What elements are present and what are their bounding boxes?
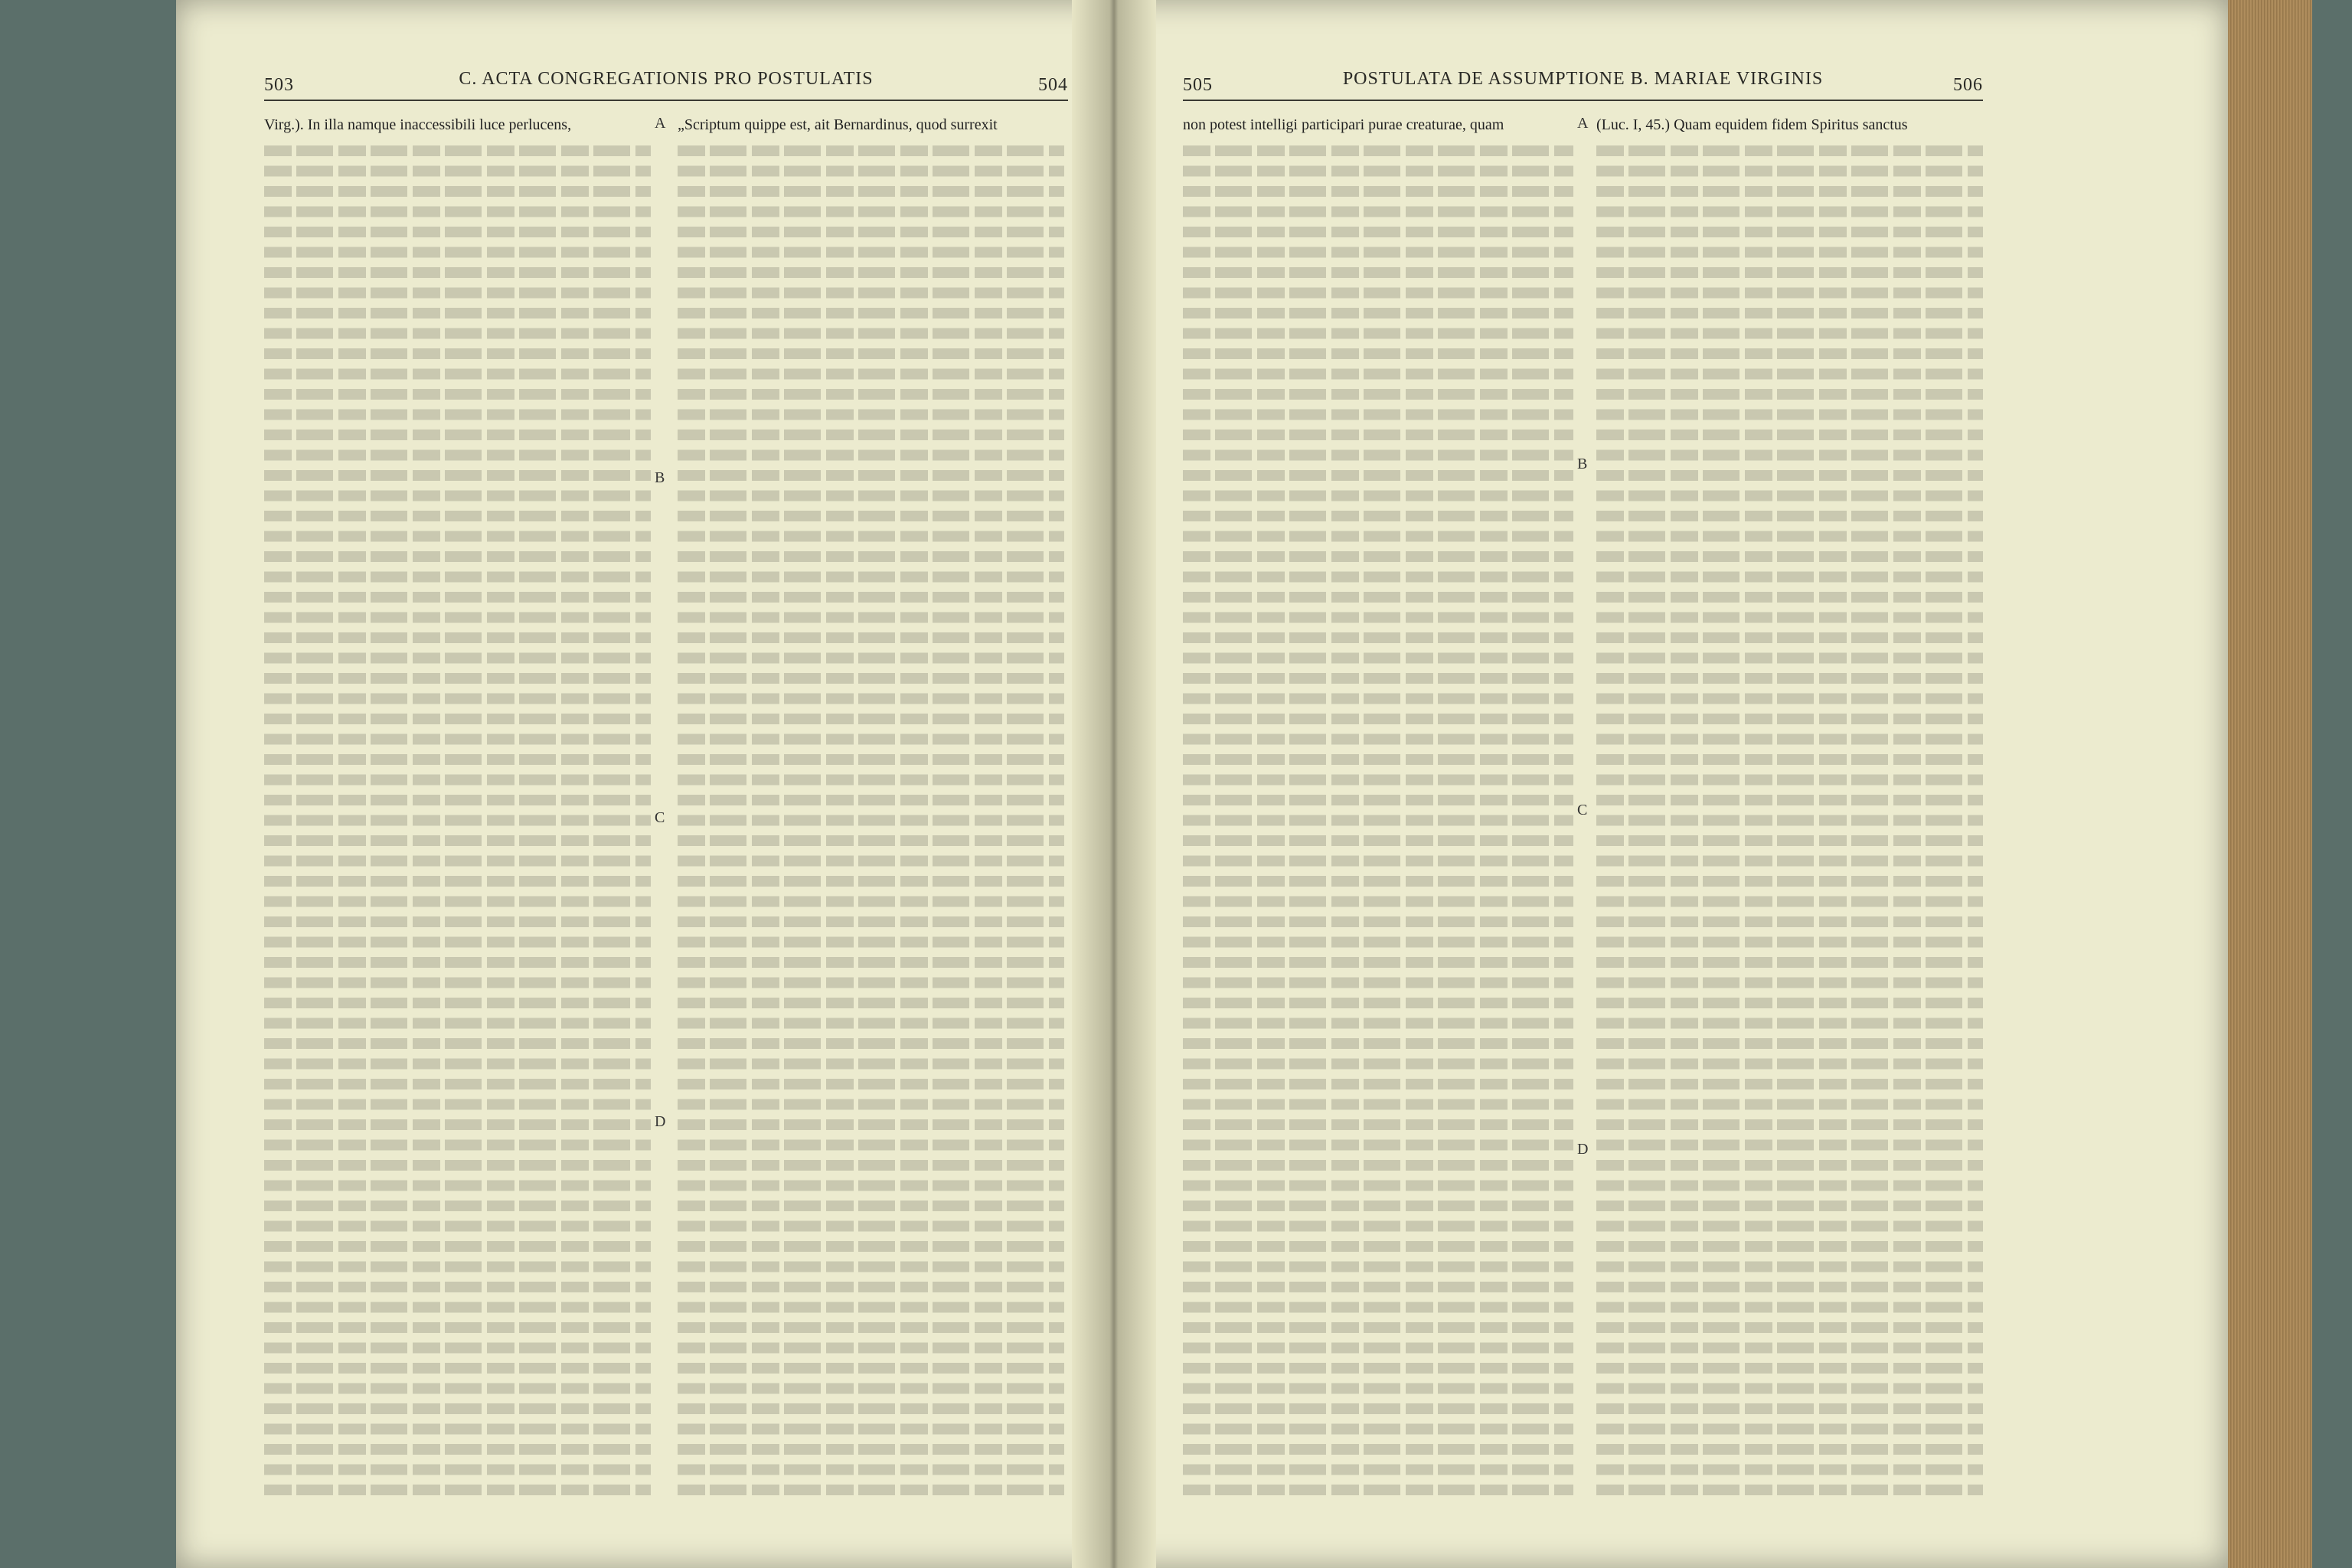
column-text-block: [1183, 145, 1573, 1499]
left-page: [264, 0, 1068, 1568]
right-page-column-2: [1596, 115, 1983, 1499]
margin-marker-d: D: [655, 1113, 666, 1130]
right-page: [1183, 0, 1983, 1568]
margin-marker-a: A: [1577, 115, 1589, 132]
column-first-line: „Scriptum quippe est, ait Bernardinus, quod surrexit: [678, 116, 998, 133]
page-number-504: 504: [1038, 75, 1068, 95]
left-running-title: C. ACTA CONGREGATIONIS PRO POSTULATIS: [459, 69, 874, 89]
column-text-block: [1596, 145, 1983, 1499]
left-page-column-1: [264, 115, 651, 1499]
left-page-column-2: [678, 115, 1064, 1499]
right-running-head: [1183, 66, 1983, 96]
column-first-line: Virg.). In illa namque inaccessibili luce perlucens,: [264, 116, 572, 133]
column-text-block: [264, 145, 651, 1499]
right-running-title: POSTULATA DE ASSUMPTIONE B. MARIAE VIRGINIS: [1342, 69, 1824, 89]
left-running-head: [264, 66, 1068, 96]
right-page-column-1: [1183, 115, 1573, 1499]
left-header-rule: [264, 100, 1068, 101]
margin-marker-c: C: [655, 809, 665, 826]
column-first-line: non potest intelligi participari purae creaturae, quam: [1183, 116, 1504, 133]
margin-marker-b: B: [1577, 456, 1588, 472]
margin-marker-a: A: [655, 115, 666, 132]
page-edges: [2228, 0, 2312, 1568]
column-first-line: (Luc. I, 45.) Quam equidem fidem Spiritus sanctus: [1596, 116, 1908, 133]
page-number-506: 506: [1953, 75, 1983, 95]
column-text-block: [678, 145, 1064, 1499]
book-gutter: [1072, 0, 1156, 1568]
margin-marker-d: D: [1577, 1141, 1589, 1158]
page-number-505: 505: [1183, 75, 1213, 95]
page-number-503: 503: [264, 75, 294, 95]
margin-marker-c: C: [1577, 802, 1588, 818]
margin-marker-b: B: [655, 469, 665, 486]
right-header-rule: [1183, 100, 1983, 101]
